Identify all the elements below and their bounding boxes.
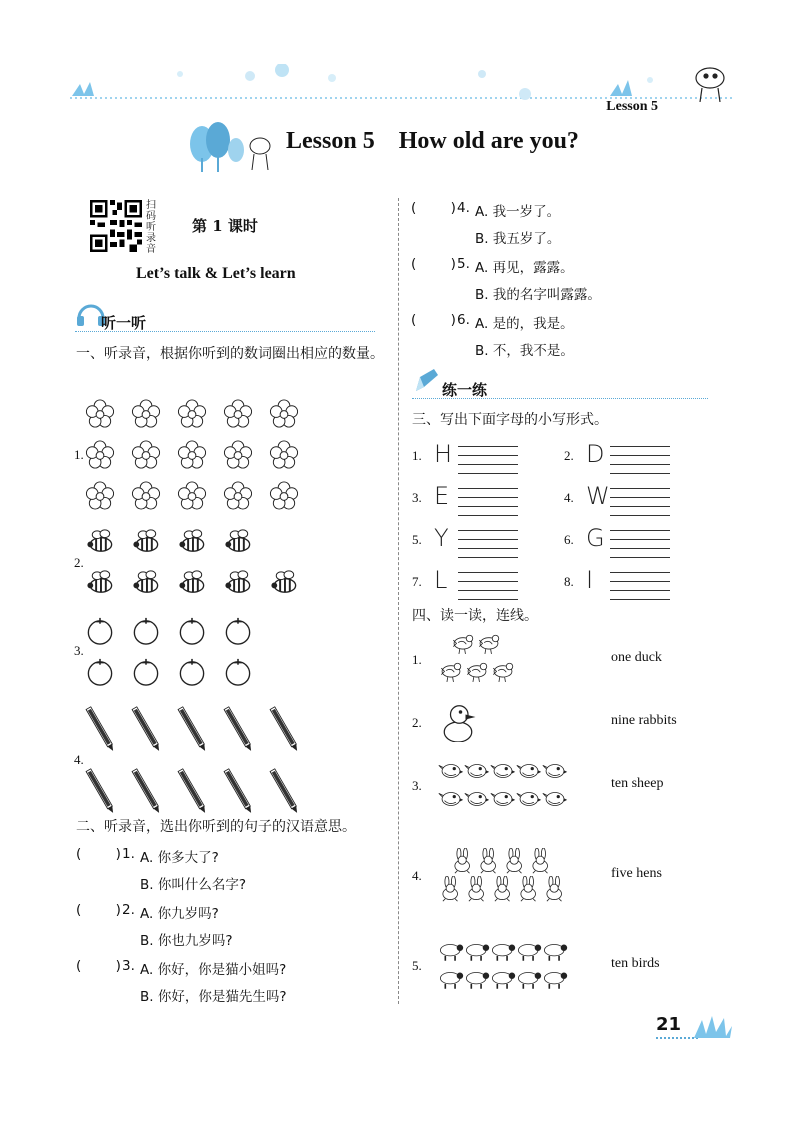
match-phrase[interactable]: one duck <box>611 650 662 665</box>
column-divider <box>398 198 399 1004</box>
flower-icon <box>84 480 116 511</box>
item-number: 3. <box>74 643 84 658</box>
duck-icon <box>438 702 478 742</box>
choice-item <box>76 902 396 958</box>
option-a: A. 我一岁了。 <box>475 204 561 220</box>
choice-item <box>76 958 396 1014</box>
flower-icon <box>268 480 300 511</box>
sheep-icon <box>490 938 516 964</box>
bee-icon <box>130 527 162 558</box>
sheep-icon <box>464 966 490 992</box>
question-2-items-left <box>76 846 396 1014</box>
qr-code-icon[interactable] <box>90 200 142 252</box>
match-phrase[interactable]: ten sheep <box>611 776 664 791</box>
sheep-icon <box>464 938 490 964</box>
picture-row <box>438 938 568 964</box>
icon-row <box>84 765 302 817</box>
hen-icon <box>490 660 516 686</box>
letter-item <box>412 522 542 562</box>
matching-item <box>412 938 722 1002</box>
option-a: A. 你多大了? <box>140 850 219 866</box>
item-number: 1. <box>412 448 422 463</box>
bee-icon <box>84 568 116 599</box>
answer-blank[interactable]: ( ) <box>76 846 121 862</box>
answer-blank[interactable]: ( ) <box>76 958 121 974</box>
option-b: B. 你也九岁吗? <box>140 933 233 949</box>
sheep-icon <box>516 966 542 992</box>
apple-icon <box>176 615 208 646</box>
icon-row <box>84 615 254 646</box>
uppercase-letter: L <box>434 566 448 594</box>
bee-icon <box>84 527 116 558</box>
listen-section-title: 听一听 <box>101 314 147 332</box>
sheep-icon <box>516 938 542 964</box>
icon-row <box>84 480 300 511</box>
matching-item <box>412 632 722 696</box>
icon-row <box>84 398 300 429</box>
grass-icon <box>72 82 94 96</box>
apple-icon <box>176 656 208 687</box>
bee-icon <box>222 527 254 558</box>
option-b: B. 不，我不是。 <box>475 343 574 359</box>
picture-row <box>438 702 478 742</box>
item-number: 4. <box>412 868 422 883</box>
bee-icon <box>176 527 208 558</box>
item-number: 6. <box>457 312 470 328</box>
answer-blank[interactable]: ( ) <box>76 902 121 918</box>
item-number: 1. <box>412 652 422 667</box>
bird-icon <box>490 786 516 812</box>
bird-icon <box>438 786 464 812</box>
picture-row <box>438 660 516 686</box>
rabbit-icon <box>438 876 464 902</box>
icon-row <box>84 568 300 599</box>
sheep-icon <box>542 966 568 992</box>
item-number: 3. <box>412 778 422 793</box>
writing-lines[interactable] <box>458 564 518 600</box>
hen-icon <box>438 660 464 686</box>
uppercase-letter: G <box>586 524 605 552</box>
item-number: 2. <box>412 715 422 730</box>
page-title: Lesson 5 How old are you? <box>286 128 579 154</box>
flower-icon <box>176 480 208 511</box>
flower-icon <box>268 439 300 470</box>
item-number: 5. <box>412 958 422 973</box>
matching-item <box>412 758 722 822</box>
item-number: 1. <box>122 846 135 862</box>
pencil-badge-icon <box>412 367 442 395</box>
apple-icon <box>222 656 254 687</box>
icon-row <box>84 527 254 558</box>
picture-row <box>450 632 502 658</box>
writing-lines[interactable] <box>610 480 670 516</box>
flower-icon <box>222 398 254 429</box>
picture-row <box>438 758 568 784</box>
flower-icon <box>268 398 300 429</box>
rabbit-icon <box>464 876 490 902</box>
flower-icon <box>176 439 208 470</box>
apple-icon <box>84 615 116 646</box>
sheep-icon <box>438 938 464 964</box>
letter-item <box>412 480 542 520</box>
practice-section-header <box>412 373 708 399</box>
choice-item <box>411 312 731 368</box>
flower-icon <box>176 398 208 429</box>
flower-icon <box>130 480 162 511</box>
uppercase-letter: W <box>586 482 610 510</box>
option-b: B. 你叫什么名字? <box>140 877 247 893</box>
matching-item <box>412 848 722 912</box>
pencil-icon <box>268 765 302 817</box>
bee-icon <box>130 568 162 599</box>
question-3-text: 三、写出下面字母的小写形式。 <box>412 412 608 428</box>
choice-item <box>76 846 396 902</box>
hen-icon <box>450 632 476 658</box>
page-number: 21 <box>656 1014 682 1035</box>
letter-item <box>412 564 542 604</box>
question-2-items-right <box>411 200 731 368</box>
bird-icon <box>542 786 568 812</box>
item-number: 4. <box>74 752 84 767</box>
letter-item <box>564 480 694 520</box>
pencil-icon <box>84 765 118 817</box>
item-number: 5. <box>457 256 470 272</box>
bee-icon <box>176 568 208 599</box>
lesson-period: 第 1 课时 <box>192 217 258 235</box>
pencil-icon <box>130 765 164 817</box>
hen-icon <box>464 660 490 686</box>
practice-section-title: 练一练 <box>442 381 488 399</box>
item-number: 5. <box>412 532 422 547</box>
bird-icon <box>464 758 490 784</box>
pencil-icon <box>176 703 210 755</box>
apple-icon <box>130 656 162 687</box>
footer-grass-icon <box>656 1012 734 1040</box>
rabbit-icon <box>450 848 476 874</box>
rabbit-icon <box>490 876 516 902</box>
letter-item <box>564 564 694 604</box>
bird-icon <box>438 758 464 784</box>
lesson-tag: Lesson 5 <box>606 99 658 114</box>
item-number: 4. <box>457 200 470 216</box>
apple-icon <box>130 615 162 646</box>
pencil-icon <box>268 703 302 755</box>
bee-icon <box>268 568 300 599</box>
rabbit-icon <box>476 848 502 874</box>
writing-lines[interactable] <box>610 522 670 558</box>
answer-blank[interactable]: ( ) <box>411 312 456 328</box>
pencil-icon <box>222 765 256 817</box>
trees-icon <box>188 122 278 174</box>
pencil-icon <box>176 765 210 817</box>
apple-icon <box>222 615 254 646</box>
item-number: 8. <box>564 574 574 589</box>
rabbit-icon <box>502 848 528 874</box>
option-b: B. 你好，你是猫先生吗? <box>140 989 287 1005</box>
flower-icon <box>222 480 254 511</box>
uppercase-letter: H <box>434 440 453 468</box>
uppercase-letter: D <box>586 440 605 468</box>
writing-lines[interactable] <box>458 438 518 474</box>
header-decoration <box>70 64 735 102</box>
pencil-icon <box>222 703 256 755</box>
answer-blank[interactable]: ( ) <box>411 256 456 272</box>
listen-section-header <box>75 306 375 332</box>
letter-item <box>564 522 694 562</box>
option-a: A. 你好，你是猫小姐吗? <box>140 962 287 978</box>
bird-icon <box>464 786 490 812</box>
choice-item <box>411 256 731 312</box>
option-a: A. 是的，我是。 <box>475 316 574 332</box>
flower-icon <box>130 439 162 470</box>
pencil-icon <box>84 703 118 755</box>
rabbit-icon <box>542 876 568 902</box>
bird-icon <box>516 786 542 812</box>
item-number: 6. <box>564 532 574 547</box>
item-number: 1. <box>74 446 84 462</box>
rabbit-icon <box>516 876 542 902</box>
match-phrase[interactable]: nine rabbits <box>611 713 677 728</box>
question-1-text: 一、听录音，根据你听到的数词圈出相应的数量。 <box>76 346 384 362</box>
item-number: 4. <box>564 490 574 505</box>
giraffe-icon <box>696 68 724 102</box>
item-number: 2. <box>74 555 84 570</box>
sheep-icon <box>542 938 568 964</box>
answer-blank[interactable]: ( ) <box>411 200 456 216</box>
match-phrase[interactable]: five hens <box>611 866 662 881</box>
option-a: A. 你九岁吗? <box>140 906 219 922</box>
picture-row <box>450 848 554 874</box>
question-4-text: 四、读一读，连线。 <box>412 608 538 624</box>
match-phrase[interactable]: ten birds <box>611 956 660 971</box>
icon-row <box>84 703 302 755</box>
uppercase-letter: E <box>434 482 450 510</box>
qr-scan-text: 扫码听录音 <box>146 200 156 255</box>
choice-item <box>411 200 731 256</box>
question-2-text: 二、听录音，选出你听到的句子的汉语意思。 <box>76 819 356 835</box>
item-number: 7. <box>412 574 422 589</box>
letter-item <box>412 438 542 478</box>
flower-icon <box>84 439 116 470</box>
hen-icon <box>476 632 502 658</box>
icon-row <box>84 439 300 470</box>
pencil-icon <box>130 703 164 755</box>
uppercase-letter: I <box>586 566 594 594</box>
apple-icon <box>84 656 116 687</box>
picture-row <box>438 786 568 812</box>
item-number: 2. <box>122 902 135 918</box>
matching-item <box>412 702 722 766</box>
icon-row <box>84 656 254 687</box>
item-number: 2. <box>564 448 574 463</box>
picture-row <box>438 966 568 992</box>
flower-icon <box>130 398 162 429</box>
bird-icon <box>542 758 568 784</box>
rabbit-icon <box>528 848 554 874</box>
sheep-icon <box>438 966 464 992</box>
writing-lines[interactable] <box>610 564 670 600</box>
letter-item <box>564 438 694 478</box>
sheep-icon <box>490 966 516 992</box>
flower-icon <box>222 439 254 470</box>
writing-lines[interactable] <box>458 522 518 558</box>
option-b: B. 我五岁了。 <box>475 231 561 247</box>
section-subtitle: Let’s talk & Let’s learn <box>136 265 296 282</box>
item-number: 3. <box>412 490 422 505</box>
option-b: B. 我的名字叫露露。 <box>475 287 601 303</box>
writing-lines[interactable] <box>458 480 518 516</box>
writing-lines[interactable] <box>610 438 670 474</box>
flower-icon <box>84 398 116 429</box>
option-a: A. 再见，露露。 <box>475 260 574 276</box>
item-number: 3. <box>122 958 135 974</box>
uppercase-letter: Y <box>434 524 449 552</box>
bird-icon <box>516 758 542 784</box>
bee-icon <box>222 568 254 599</box>
picture-row <box>438 876 568 902</box>
bird-icon <box>490 758 516 784</box>
